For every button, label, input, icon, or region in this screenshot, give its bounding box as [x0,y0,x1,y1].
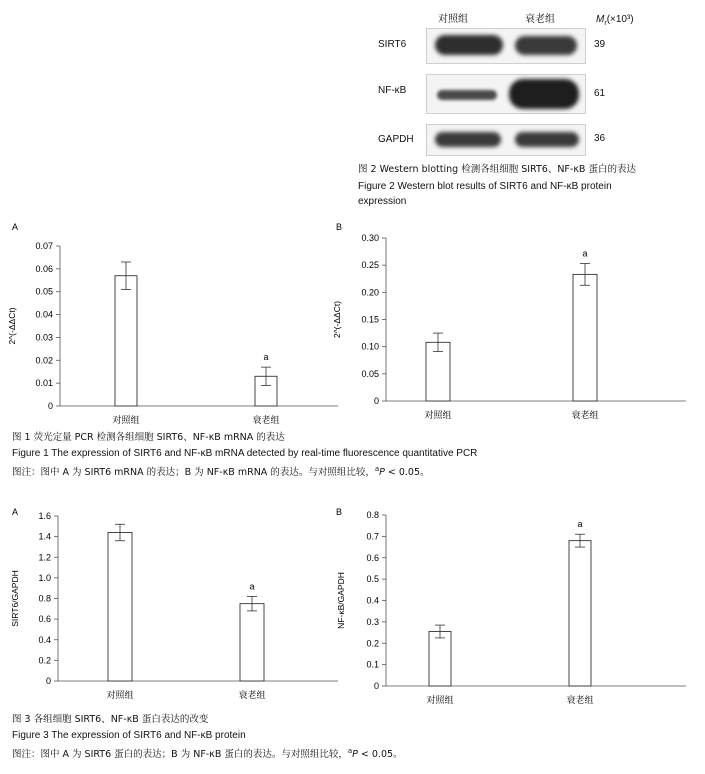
y-tick-label-2-7: 1.4 [38,531,51,542]
blot-mw-1: 61 [594,88,606,99]
blot-mw-2: 36 [594,133,606,144]
blot-panel-sirt6 [426,28,586,64]
x-tick-label-3-0: 对照组 [426,695,454,705]
x-tick-label-0-0: 对照组 [112,415,140,425]
blot-band-gapdh-aging [515,132,579,147]
x-tick-label-3-1: 衰老组 [566,695,594,705]
blot-row-label-0: SIRT6 [378,39,407,50]
panel-label-3: B [336,507,343,517]
y-tick-label-0-1: 0.01 [35,378,53,389]
y-tick-label-2-1: 0.2 [38,655,51,666]
chart-fig1-a [0,215,350,430]
y-tick-label-3-1: 0.1 [366,659,379,670]
y-tick-label-1-3: 0.15 [361,314,379,325]
bar-2-0 [108,533,132,682]
y-axis-label-2: SIRT6/GAPDH [10,570,20,627]
y-tick-label-0-0: 0 [47,401,53,411]
y-tick-label-0-6: 0.06 [35,263,53,274]
fig1-note: 图注：图中 A 为 SIRT6 mRNA 的表达；B 为 NF-κB mRNA 的表达。与对照组比较，$^a$P < 0.05。 [12,465,430,479]
chart-fig3-b [330,502,700,712]
y-axis-label-1: 2^(-ΔΔCt) [332,300,342,339]
y-tick-label-1-4: 0.20 [361,287,379,298]
y-tick-label-3-2: 0.2 [366,638,379,649]
fig1-caption-en: Figure 1 The expression of SIRT6 and NF-κB mRNA detected by real-time fluorescence quantitative PCR [12,448,478,459]
chart-fig1-b [330,215,700,430]
y-tick-label-1-5: 0.25 [361,260,379,271]
bar-1-1 [573,274,597,401]
blot-panel-gapdh [426,124,586,156]
y-tick-label-2-4: 0.8 [38,593,51,604]
y-axis-label-0: 2^(-ΔΔCt) [7,307,17,345]
y-tick-label-2-0: 0 [45,676,51,686]
y-axis-label-3: NF-κB/GAPDH [336,572,346,629]
y-tick-label-3-8: 0.8 [366,510,379,520]
fig2-caption-cn: 图 2 Western blotting 检测各组细胞 SIRT6、NF-κB 蛋白的表达 [358,164,636,175]
fig2-caption-en-line2: expression [358,196,407,207]
blot-band-nfkb-control [437,90,497,100]
blot-band-gapdh-control [435,132,501,147]
panel-label-1: B [336,222,343,232]
y-tick-label-2-6: 1.2 [38,552,51,563]
significance-mark-2-1: a [249,581,255,592]
fig2-caption-en-line1: Figure 2 Western blot results of SIRT6 and NF-κB protein [358,181,612,192]
chart-fig3-a [0,502,350,712]
fig3-caption-cn: 图 3 各组细胞 SIRT6、NF-κB 蛋白表达的改变 [12,714,209,725]
blot-panel-nfkb [426,74,586,114]
x-tick-label-0-1: 衰老组 [252,415,280,425]
blot-col-aging: 衰老组 [525,14,555,25]
blot-row-label-2: GAPDH [378,134,414,145]
y-tick-label-0-3: 0.03 [35,332,53,343]
blot-col-control: 对照组 [438,14,468,25]
y-tick-label-3-0: 0 [373,681,379,691]
x-tick-label-2-0: 对照组 [106,690,134,700]
y-tick-label-0-4: 0.04 [35,309,53,320]
bar-3-0 [429,631,451,686]
bar-3-1 [569,541,591,686]
bar-0-0 [115,276,137,406]
y-tick-label-3-4: 0.4 [366,595,379,606]
y-tick-label-2-2: 0.4 [38,634,51,645]
x-tick-label-1-1: 衰老组 [571,410,599,420]
blot-band-sirt6-control [435,35,503,55]
y-tick-label-3-7: 0.7 [366,531,379,542]
y-tick-label-1-1: 0.05 [361,368,379,379]
blot-band-nfkb-aging [509,79,579,109]
x-tick-label-2-1: 衰老组 [238,690,266,700]
fig3-note: 图注：图中 A 为 SIRT6 蛋白的表达；B 为 NF-κB 蛋白的表达。与对照组比较，$^a$P < 0.05。 [12,747,403,761]
panel-label-2: A [12,507,19,517]
panel-label-0: A [12,222,19,232]
y-tick-label-2-5: 1.0 [38,572,51,583]
blot-mr-label: $M_r(\times 10^3)$ [596,14,634,27]
fig3-caption-en: Figure 3 The expression of SIRT6 and NF-κB protein [12,730,246,741]
y-tick-label-1-0: 0 [373,396,379,406]
y-tick-label-2-8: 1.6 [38,511,51,521]
significance-mark-0-1: a [263,352,269,363]
y-tick-label-1-2: 0.10 [361,341,379,352]
y-tick-label-0-7: 0.07 [35,241,53,251]
significance-mark-1-1: a [582,248,588,259]
y-tick-label-2-3: 0.6 [38,614,51,625]
y-tick-label-1-6: 0.30 [361,233,379,243]
x-tick-label-1-0: 对照组 [424,410,452,420]
fig1-caption-cn: 图 1 荧光定量 PCR 检测各组细胞 SIRT6、NF-κB mRNA 的表达 [12,432,285,443]
y-tick-label-3-6: 0.6 [366,552,379,563]
significance-mark-3-1: a [577,519,583,530]
y-tick-label-0-2: 0.02 [35,355,53,366]
blot-row-label-1: NF-κB [378,85,407,96]
bar-2-1 [240,604,264,681]
y-tick-label-3-3: 0.3 [366,616,379,627]
y-tick-label-0-5: 0.05 [35,286,53,297]
blot-band-sirt6-aging [515,36,577,55]
blot-mw-0: 39 [594,39,606,50]
y-tick-label-3-5: 0.5 [366,574,379,585]
